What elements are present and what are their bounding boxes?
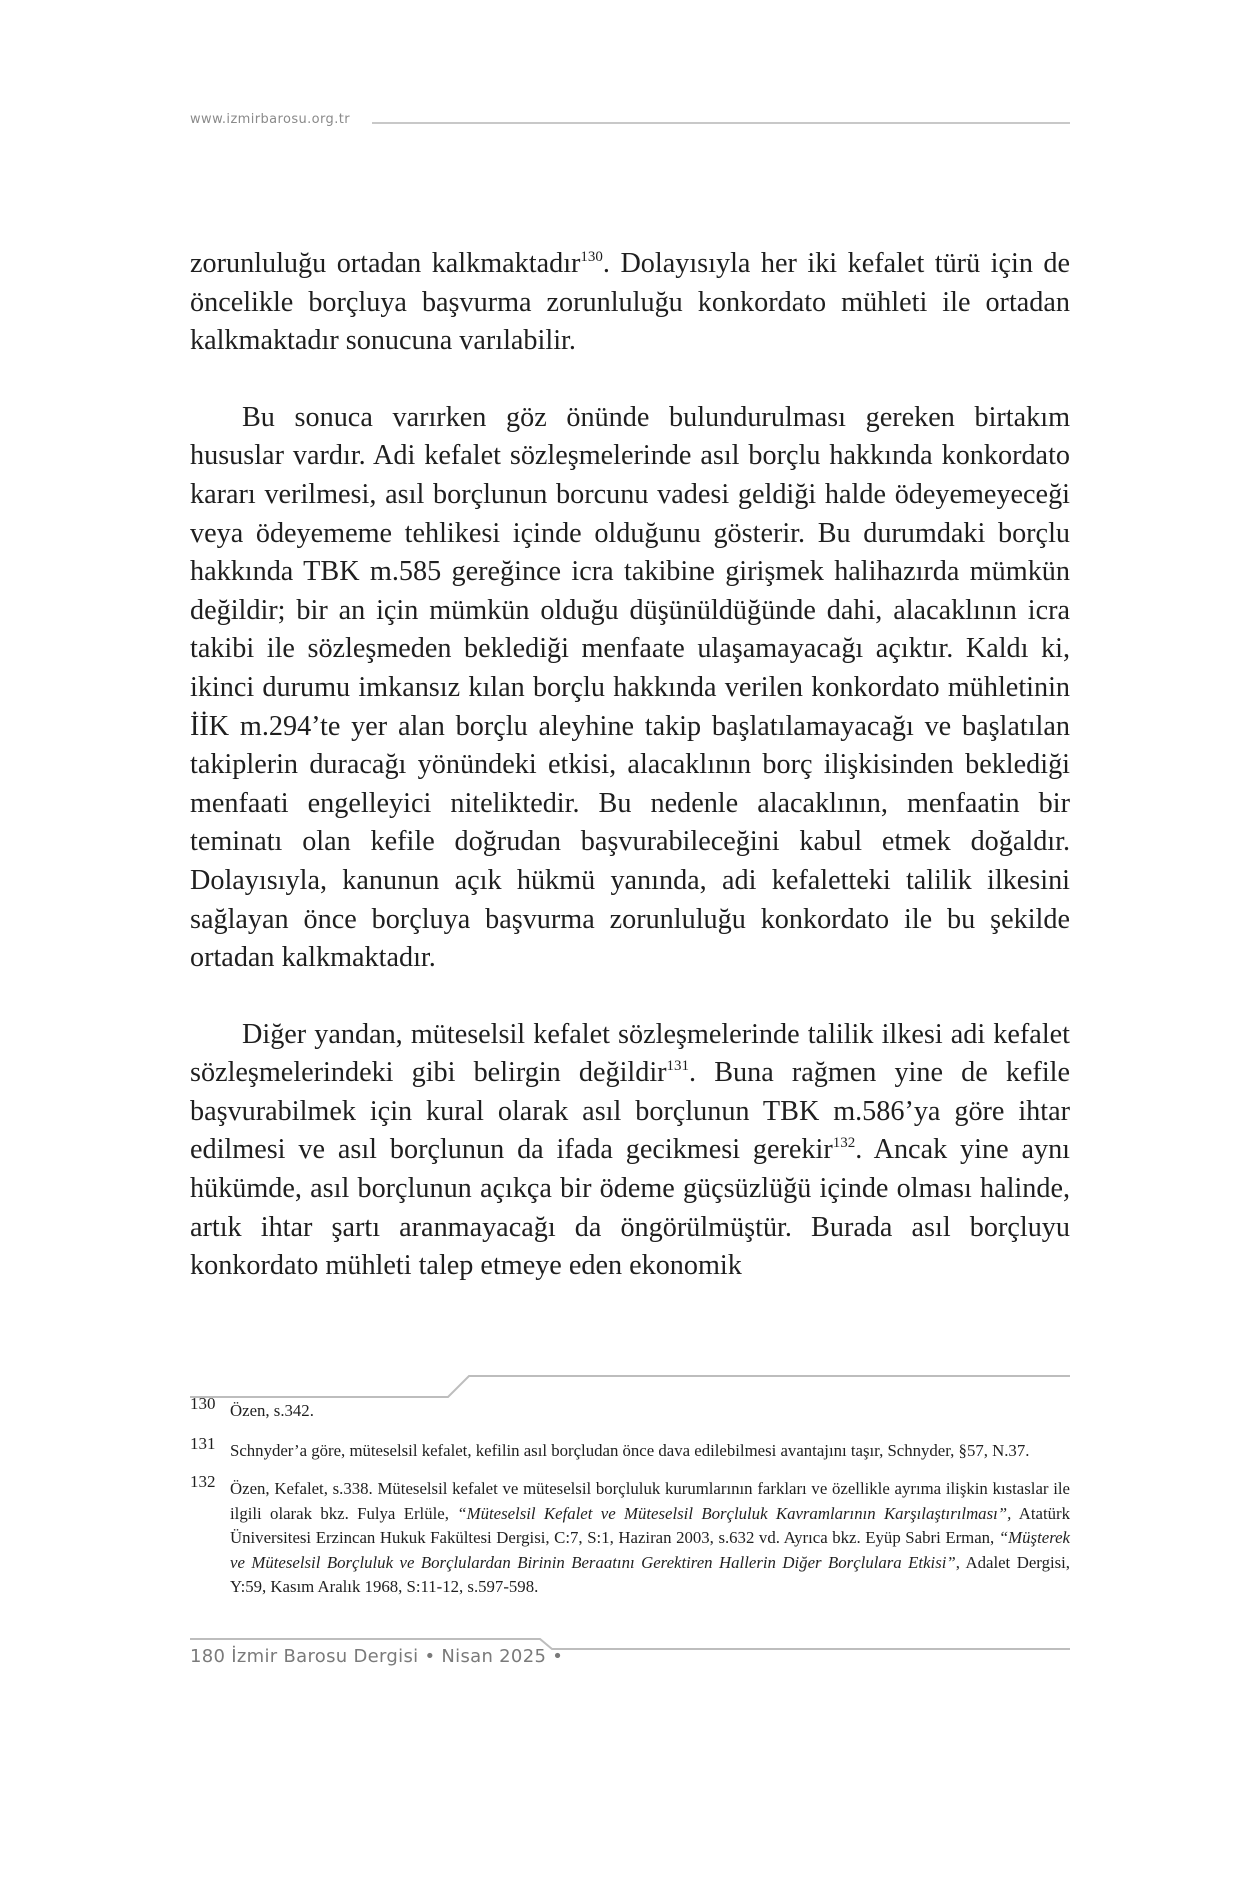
footnote-number: 131	[190, 1433, 216, 1453]
footnote-ref-131: 131	[666, 1058, 690, 1075]
footnote-130	[190, 1394, 1070, 1424]
header-rule	[372, 122, 1070, 124]
paragraph-2: Bu sonuca varırken göz önünde bulundurulması gereken birtakım hususlar vardır. Adi kefalet sözleşmelerinde asıl borçlu hakkında konkordato kararı verilmesi, asıl borçlunun borcunu vadesi geldiği halde ödeyemeyeceği veya ödeyememe tehlikesi içinde olduğunu gösterir. Bu durumdaki borçlu hakkında TBK m.585 gereğince icra takibine girişmek halihazırda mümkün değildir; bir an için mümkün olduğu düşünüldüğünde dahi, alacaklının icra takibi ile sözleşmeden beklediği menfaate ulaşamayacağı açıktır. Kaldı ki, ikinci durumu imkansız kılan borçlu hakkında verilen konkordato mühletinin İİK m.294’te yer alan borçlu aleyhine takip başlatılamayacağı ve başlatılan takiplerin duracağı yönündeki etkisi, alacaklının borç ilişkisinden beklediği menfaati engelleyici niteliktedir. Bu nedenle alacaklının, menfaatin bir teminatı olan kefile doğrudan başvurabileceğini kabul etmek doğaldır. Dolayısıyla, kanunun açık hükmü yanında, adi kefaletteki talilik ilkesini sağlayan önce borçluya başvurma zorunluluğu konkordato ile bu şekilde ortadan kalkmaktadır.	[190, 401, 1070, 974]
paragraph-3: Diğer yandan, müteselsil kefalet sözleşmelerinde talilik ilkesi adi kefalet sözleşmelerindeki gibi belirgin değildir$^{131}$. Buna rağmen yine de kefile başvurabilmek için kural olarak asıl borçlunun TBK m.586’ya göre ihtar edilmesi ve asıl borçlunun da ifada gecikmesi gerekir$^{132}$. Ancak yine aynı hükümde, asıl borçlunun açıkça bir ödeme güçsüzlüğü içinde olması halinde, artık ihtar şartı aranmayacağı da öngörülmüştür. Burada asıl borçluyu konkordato mühleti talep etmeye eden ekonomik	[190, 1018, 1070, 1282]
main-text	[190, 245, 1070, 1286]
footnote-131	[190, 1433, 1070, 1464]
footnotes	[190, 1394, 1071, 1600]
page-footer: 180 İzmir Barosu Dergisi • Nisan 2025 •	[190, 1646, 564, 1667]
footnote-ref-130: 130	[580, 249, 603, 265]
running-header	[190, 112, 1070, 132]
footnote-ref-132: 132	[832, 1135, 856, 1152]
footnote-text: Özen, s.342.	[230, 1401, 314, 1420]
footnote-number: 130	[190, 1394, 216, 1413]
footnote-number: 132	[190, 1472, 216, 1491]
paragraph-1: zorunluluğu ortadan kalkmaktadır$^{130}$. Dolayısıyla her iki kefalet türü için de öncelikle borçluya başvurma zorunluluğu konkordato mühleti ile ortadan kalkmaktadır sonucuna varılabilir.	[190, 248, 1071, 357]
footnote-text: Schnyder’a göre, müteselsil kefalet, kefilin asıl borçludan önce dava edilebilmesi avantajını taşır, Schnyder, §57, N.37.	[230, 1440, 1030, 1460]
footnote-132: 132 Özen, Kefalet, s.338. Müteselsil kefalet ve müteselsil borçluluk kurumlarının farkları ve özellikle ayrıma ilişkin kıstaslar ile ilgili olarak bkz. Fulya Erlüle, “Müteselsil Kefalet ve Müteselsil Borçluluk Kavramlarının Karşılaştırılması”, Atatürk Üniversitesi Erzincan Hukuk Fakültesi Dergisi, C:7, S:1, Haziran 2003, s.632 vd. Ayrıca bkz. Eyüp Sabri Erman, “Müşterek ve Müteselsil Borçluluk ve Borçlulardan Birinin Beraatını Gerektiren Hallerin Diğer Borçlulara Etkisi”, Adalet Dergisi, Y:59, Kasım Aralık 1968, S:11-12, s.597-598.	[190, 1472, 1071, 1596]
header-url: www.izmirbarosu.org.tr	[190, 112, 350, 127]
